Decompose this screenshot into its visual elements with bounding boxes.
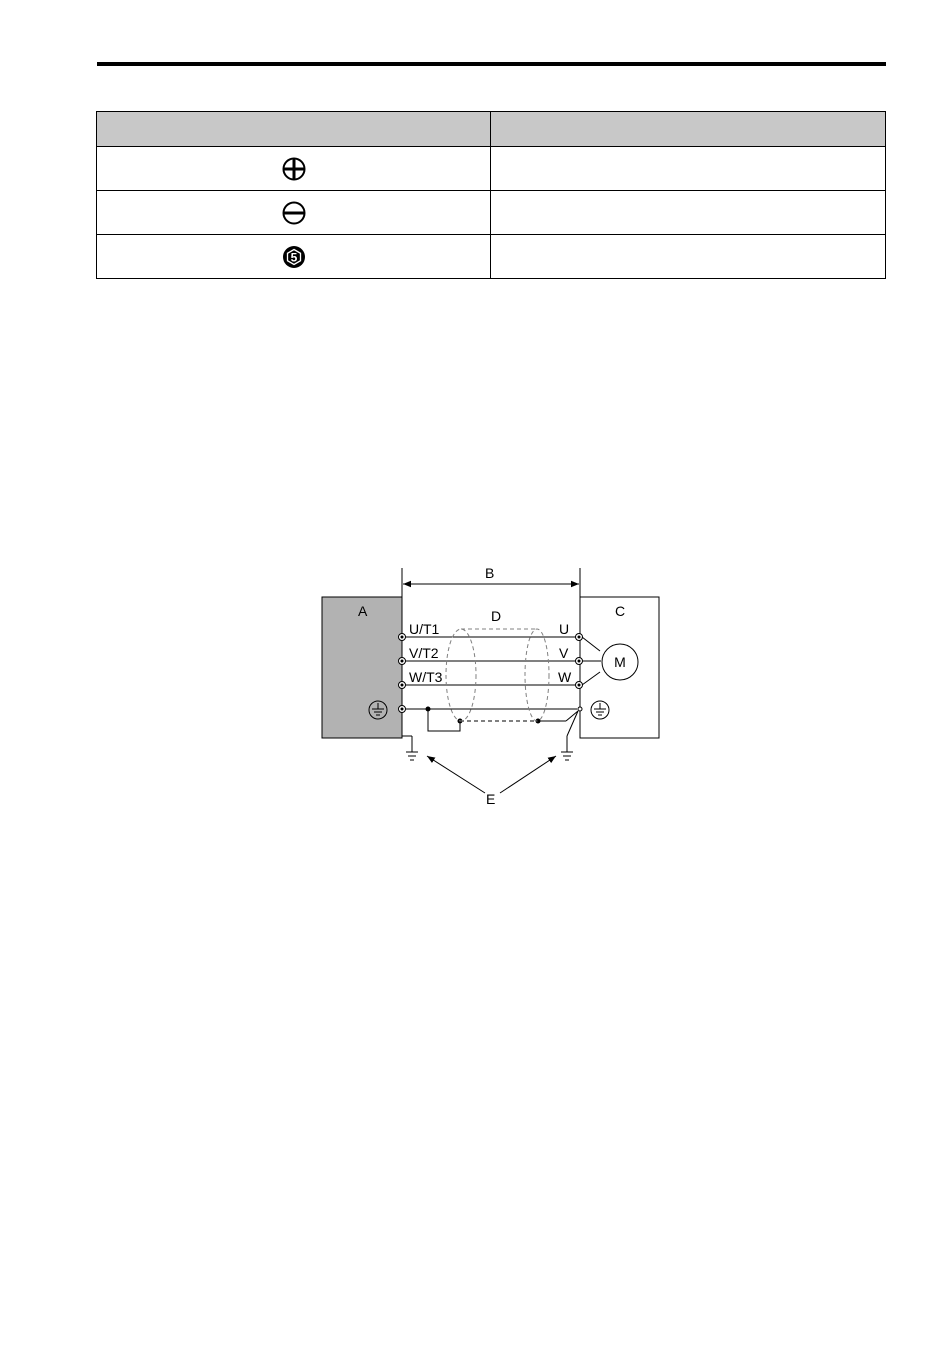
motor-label: M	[614, 654, 626, 670]
ground-pointer-arrow-left	[427, 756, 485, 793]
length-label: B	[485, 565, 495, 581]
motor-terminal-w-label: W	[558, 669, 572, 685]
motor-terminal-u-label: U	[559, 621, 570, 637]
drive-terminal-v-label: V/T2	[409, 645, 439, 661]
drive-terminal-u-label: U/T1	[409, 621, 440, 637]
motor-box-label: C	[615, 603, 626, 619]
cable-shield	[446, 629, 549, 721]
drive-label: A	[358, 603, 368, 619]
hex-size-text: 5	[290, 249, 297, 264]
drive-earth-ground-icon	[402, 713, 418, 760]
ground-pointer-arrow-right	[500, 756, 556, 793]
cable-label: D	[491, 608, 502, 624]
drive-terminal-w-label: W/T3	[409, 669, 443, 685]
ground-label: E	[486, 791, 496, 807]
motor-terminal-v-label: V	[559, 645, 569, 661]
